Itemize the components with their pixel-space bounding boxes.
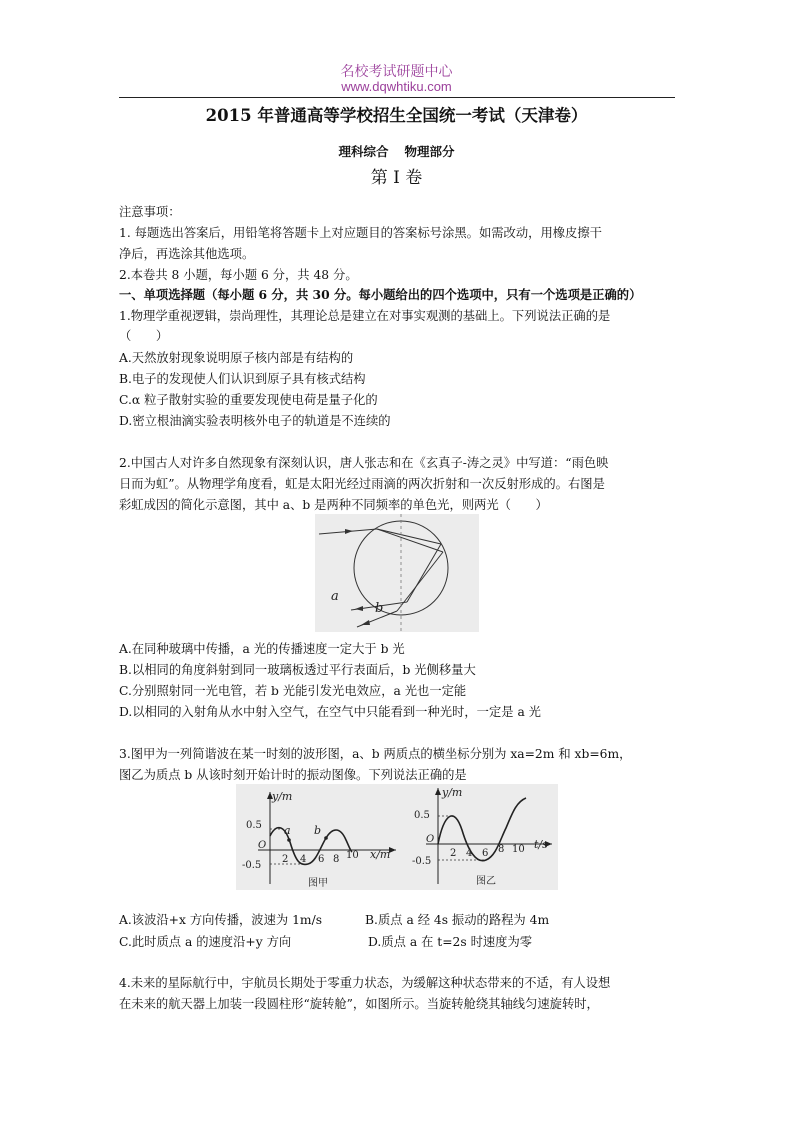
q2-option-b: B.以相同的角度斜射到同一玻璃板透过平行表面后，b 光侧移量大 (119, 663, 476, 677)
q2-option-a: A.在同种玻璃中传播，a 光的传播速度一定大于 b 光 (119, 642, 405, 656)
section-heading: 一、单项选择题（每小题 6 分，共 30 分。每小题给出的四个选项中，只有一个选项是正确的） (119, 287, 642, 302)
q1-stem-line-2: （ ） (119, 329, 169, 343)
volume-title: 第 I 卷 (370, 168, 423, 188)
label-b: b (375, 601, 384, 616)
right-tick-10: 10 (512, 844, 525, 855)
left-tick-8: 8 (333, 854, 340, 865)
q4-stem-line-2: 在未来的航天器上加装一段圆柱形“旋转舱”，如图所示。当旋转舱绕其轴线匀速旋转时， (119, 997, 599, 1011)
q1-option-d: D.密立根油滴实验表明核外电子的轨道是不连续的 (119, 414, 391, 428)
site-url[interactable]: www.dqwhtiku.com (341, 79, 452, 94)
q4-stem-line-1: 4.未来的星际航行中，宇航员长期处于零重力状态，为缓解这种状态带来的不适，有人设想 (119, 976, 611, 990)
q2-stem-line-1: 2.中国古人对许多自然现象有深刻认识，唐人张志和在《玄真子-涛之灵》中写道：“雨色映 (119, 456, 609, 470)
reflected-ray-a (407, 544, 441, 602)
q3-option-b: B.质点 a 经 4s 振动的路程为 4m (365, 913, 550, 927)
q3-option-a: A.该波沿+x 方向传播，波速为 1m/s (119, 913, 323, 927)
left-origin: O (258, 840, 267, 851)
note-1-line-1: 1. 每题选出答案后，用铅笔将答题卡上对应题目的答案标号涂黑。如需改动，用橡皮擦干 (119, 226, 602, 240)
q2-stem-line-3: 彩虹成因的简化示意图，其中 a、b 是两种不同频率的单色光，则两光（ ） (119, 498, 548, 512)
exit-arrow-b (361, 620, 370, 625)
right-y-pos: 0.5 (414, 810, 430, 821)
notes-heading: 注意事项： (119, 205, 181, 219)
subject-a: 理科综合 (338, 144, 389, 159)
left-caption: 图甲 (308, 878, 328, 889)
right-ylabel: y/m (442, 786, 463, 799)
left-xlabel: x/m (370, 848, 391, 861)
left-ylabel: y/m (272, 790, 293, 803)
q2-option-d: D.以相同的入射角从水中射入空气，在空气中只能看到一种光时，一定是 a 光 (119, 705, 541, 719)
q2-stem-line-2: 日而为虹”。从物理学角度看，虹是太阳光经过雨滴的两次折射和一次反射形成的。右图是 (119, 477, 605, 491)
subject-b: 物理部分 (404, 144, 455, 159)
left-tick-4: 4 (300, 854, 307, 865)
site-name: 名校考试研题中心 (340, 64, 453, 80)
right-origin: O (426, 834, 435, 845)
note-1-line-2: 净后，再选涂其他选项。 (119, 247, 255, 261)
wave-figures-svg (236, 784, 558, 890)
left-point-b-dot (324, 836, 328, 840)
q1-stem-line-1: 1.物理学重视逻辑，崇尚理性，其理论总是建立在对事实观测的基础上。下列说法正确的是 (119, 309, 611, 323)
q3-option-c: C.此时质点 a 的速度沿+y 方向 (119, 935, 292, 949)
label-a: a (331, 589, 339, 604)
right-tick-8: 8 (498, 844, 505, 855)
left-tick-10: 10 (346, 850, 359, 861)
right-tick-4: 4 (466, 848, 473, 859)
q1-option-b: B.电子的发现使人们认识到原子具有核式结构 (119, 372, 366, 386)
exit-arrow-a (355, 606, 363, 611)
right-caption: 图乙 (476, 876, 496, 887)
q2-option-c: C.分别照射同一光电管，若 b 光能引发光电效应，a 光也一定能 (119, 684, 467, 698)
refracted-ray-b (377, 529, 443, 552)
right-tick-6: 6 (482, 848, 489, 859)
left-tick-6: 6 (318, 854, 325, 865)
rainbow-diagram (315, 514, 479, 632)
q3-stem-line-2: 图乙为质点 b 从该时刻开始计时的振动图像。下列说法正确的是 (119, 768, 467, 782)
right-y-arrow (435, 788, 441, 795)
q3-stem-line-1: 3.图甲为一列简谐波在某一时刻的波形图，a、b 两质点的横坐标分别为 xa=2m 和 xb=6m， (119, 747, 632, 761)
header-divider (119, 97, 675, 98)
q3-option-d: D.质点 a 在 t=2s 时速度为零 (368, 935, 533, 949)
note-2: 2.本卷共 8 小题，每小题 6 分，共 48 分。 (119, 268, 358, 282)
right-tick-2: 2 (450, 848, 457, 859)
left-y-pos: 0.5 (246, 820, 262, 831)
wave-figures (236, 784, 558, 890)
left-y-neg: -0.5 (242, 860, 262, 871)
left-point-b: b (314, 824, 322, 837)
rainbow-figure (315, 514, 479, 632)
left-point-a-dot (287, 838, 291, 842)
exam-subject (0, 142, 793, 160)
q1-option-a: A.天然放射现象说明原子核内部是有结构的 (119, 351, 354, 365)
left-tick-2: 2 (282, 854, 289, 865)
refracted-ray-a (377, 529, 441, 544)
q1-option-c: C.α 粒子散射实验的重要发现使电荷是量子化的 (119, 393, 378, 407)
right-y-neg: -0.5 (412, 856, 432, 867)
right-xlabel: t/s (534, 838, 548, 851)
exam-title: 2015 年普通高等学校招生全国统一考试（天津卷） (205, 106, 588, 125)
left-point-a: a (284, 824, 291, 837)
